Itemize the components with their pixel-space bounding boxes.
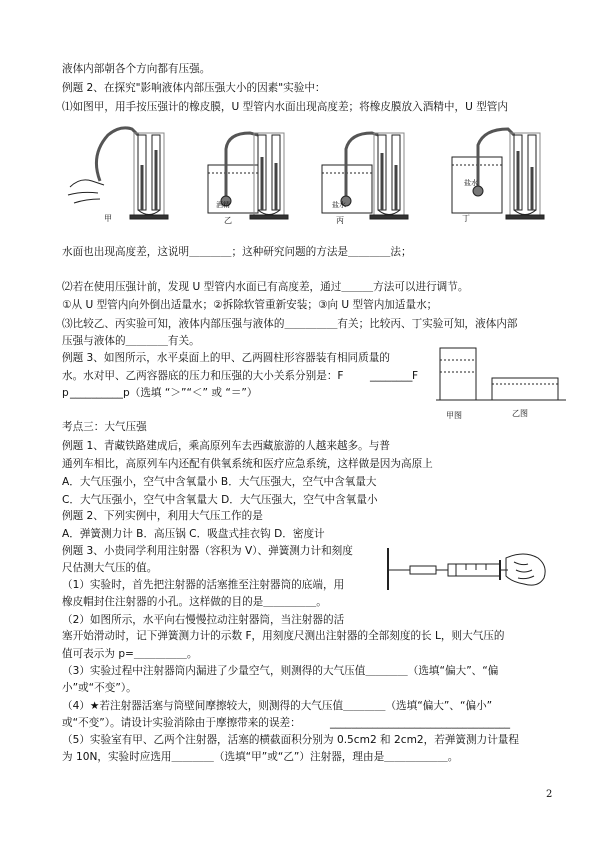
text-line: 例题 1、青藏铁路建成后，乘高原列车去西藏旅游的人越来越多。与普 [62,440,390,452]
gauge-jia [68,128,168,219]
option-line: A．大气压强小，空气中含氧量小 B．大气压强大，空气中含氧量大 [62,476,377,488]
text-line: 值可表示为 p=＿＿＿＿＿。 [62,648,198,660]
text-line: （5）实验室有甲、乙两个注射器，活塞的横截面积分别为 0.5cm2 和 2cm2，若弹簧测力计量程 [62,734,519,746]
text-line: ⑵若在使用压强计前，发现 U 型管内水面已有高度差，通过＿＿＿方法可以进行调节。 [62,281,469,293]
blank-underline: __________ [70,387,123,399]
text-line: 橡皮帽封住注射器的小孔。这样做的目的是＿＿＿＿＿。 [62,596,327,608]
fig-label-yitu: 乙图 [512,409,528,418]
liquid-label: 盐水 [332,201,346,209]
fig-label-bing: 丙 [336,216,344,225]
text-line: （4）★若注射器活塞与筒壁间摩擦较大，则测得的大气压值＿＿＿＿（选填“偏大”、“偏小” [62,700,493,712]
text-line: 为 10N，实验时应选用＿＿＿＿（选填“甲”或“乙”）注射器，理由是＿＿＿＿＿＿。 [62,751,459,763]
blank-underline: __________________________________ [330,717,511,729]
option-line: A．弹簧测力计 B．高压锅 C．吸盘式挂衣钩 D．密度计 [62,528,325,540]
text-line: 水。水对甲、乙两容器底的压力和压强的大小关系分别是：F [62,370,344,382]
text-line: ⑶比较乙、丙实验可知，液体内部压强与液体的＿＿＿＿＿有关；比较丙、丁实验可知，液体内部 [62,318,518,330]
text-line: 塞开始滑动时，记下弹簧测力计的示数 F，用刻度尺测出注射器的全部刻度的长 L，则大气压的 [62,630,505,642]
text-line: 例题 3、小贵同学利用注射器（容积为 V）、弹簧测力计和刻度 [62,545,353,557]
fig-label-jia: 甲 [104,214,112,223]
text-line: 小”或“不变”）。 [62,682,137,694]
fig-label-ding: 丁 [462,214,470,223]
text-line: 液体内部朝各个方向都有压强。 [62,63,211,75]
text-line: 通列车相比，高原列车内还配有供氧系统和医疗应急系统，这样做是因为高原上 [62,458,433,470]
text-line: 水面也出现高度差，这说明＿＿＿＿；这种研究问题的方法是＿＿＿＿法； [62,246,412,258]
text-line: p [62,387,69,399]
section-heading: 考点三：大气压强 [62,421,147,433]
blank-underline: ________ [370,370,413,382]
text-line: ⑴如图甲，用手按压强计的橡皮膜，U 型管内水面出现高度差；将橡皮膜放入酒精中，U 型管内 [62,101,508,113]
pressure-gauge-figure [60,115,550,225]
text-line: 压强与液体的＿＿＿＿有关。 [62,335,200,347]
page-number: 2 [546,789,553,800]
text-line: 例题 2、在探究"影响液体内部压强大小的因素"实验中： [62,82,326,94]
liquid-label: 酒精 [216,201,230,209]
containers-figure [436,344,572,422]
text-line: ①从 U 型管内向外倒出适量水；②拆除软管重新安装；③向 U 型管内加适量水； [62,299,438,311]
text-line: 例题 3、如图所示，水平桌面上的甲、乙两圆柱形容器装有相同质量的 [62,352,390,364]
text-line: 尺估测大气压的值。 [62,562,158,574]
gauge-ding [452,129,544,219]
option-line: C．大气压强小，空气中含氧量大 D．大气压强大，空气中含氧量小 [62,494,378,506]
text-line: 或“不变”）。请设计实验消除由于摩擦带来的误差： [62,717,301,729]
syringe-figure [388,540,558,600]
text-line: （2）如图所示，水平向右慢慢拉动注射器筒，当注射器的活 [62,614,345,626]
text-line: p（选填 “＞”“＜” 或 “＝”） [123,387,258,399]
text-line: （1）实验时，首先把注射器的活塞推至注射器筒的底端，用 [62,579,345,591]
text-line: （3）实验过程中注射器筒内漏进了少量空气，则测得的大气压值＿＿＿＿（选填“偏大”、“偏 [62,665,499,677]
fig-label-yi: 乙 [224,216,232,225]
symbol-f: F [412,370,419,382]
fig-label-jiatu: 甲图 [446,411,462,420]
text-line: 例题 2、下列实例中，利用大气压工作的是 [62,510,263,522]
liquid-label: 盐水 [464,179,478,187]
